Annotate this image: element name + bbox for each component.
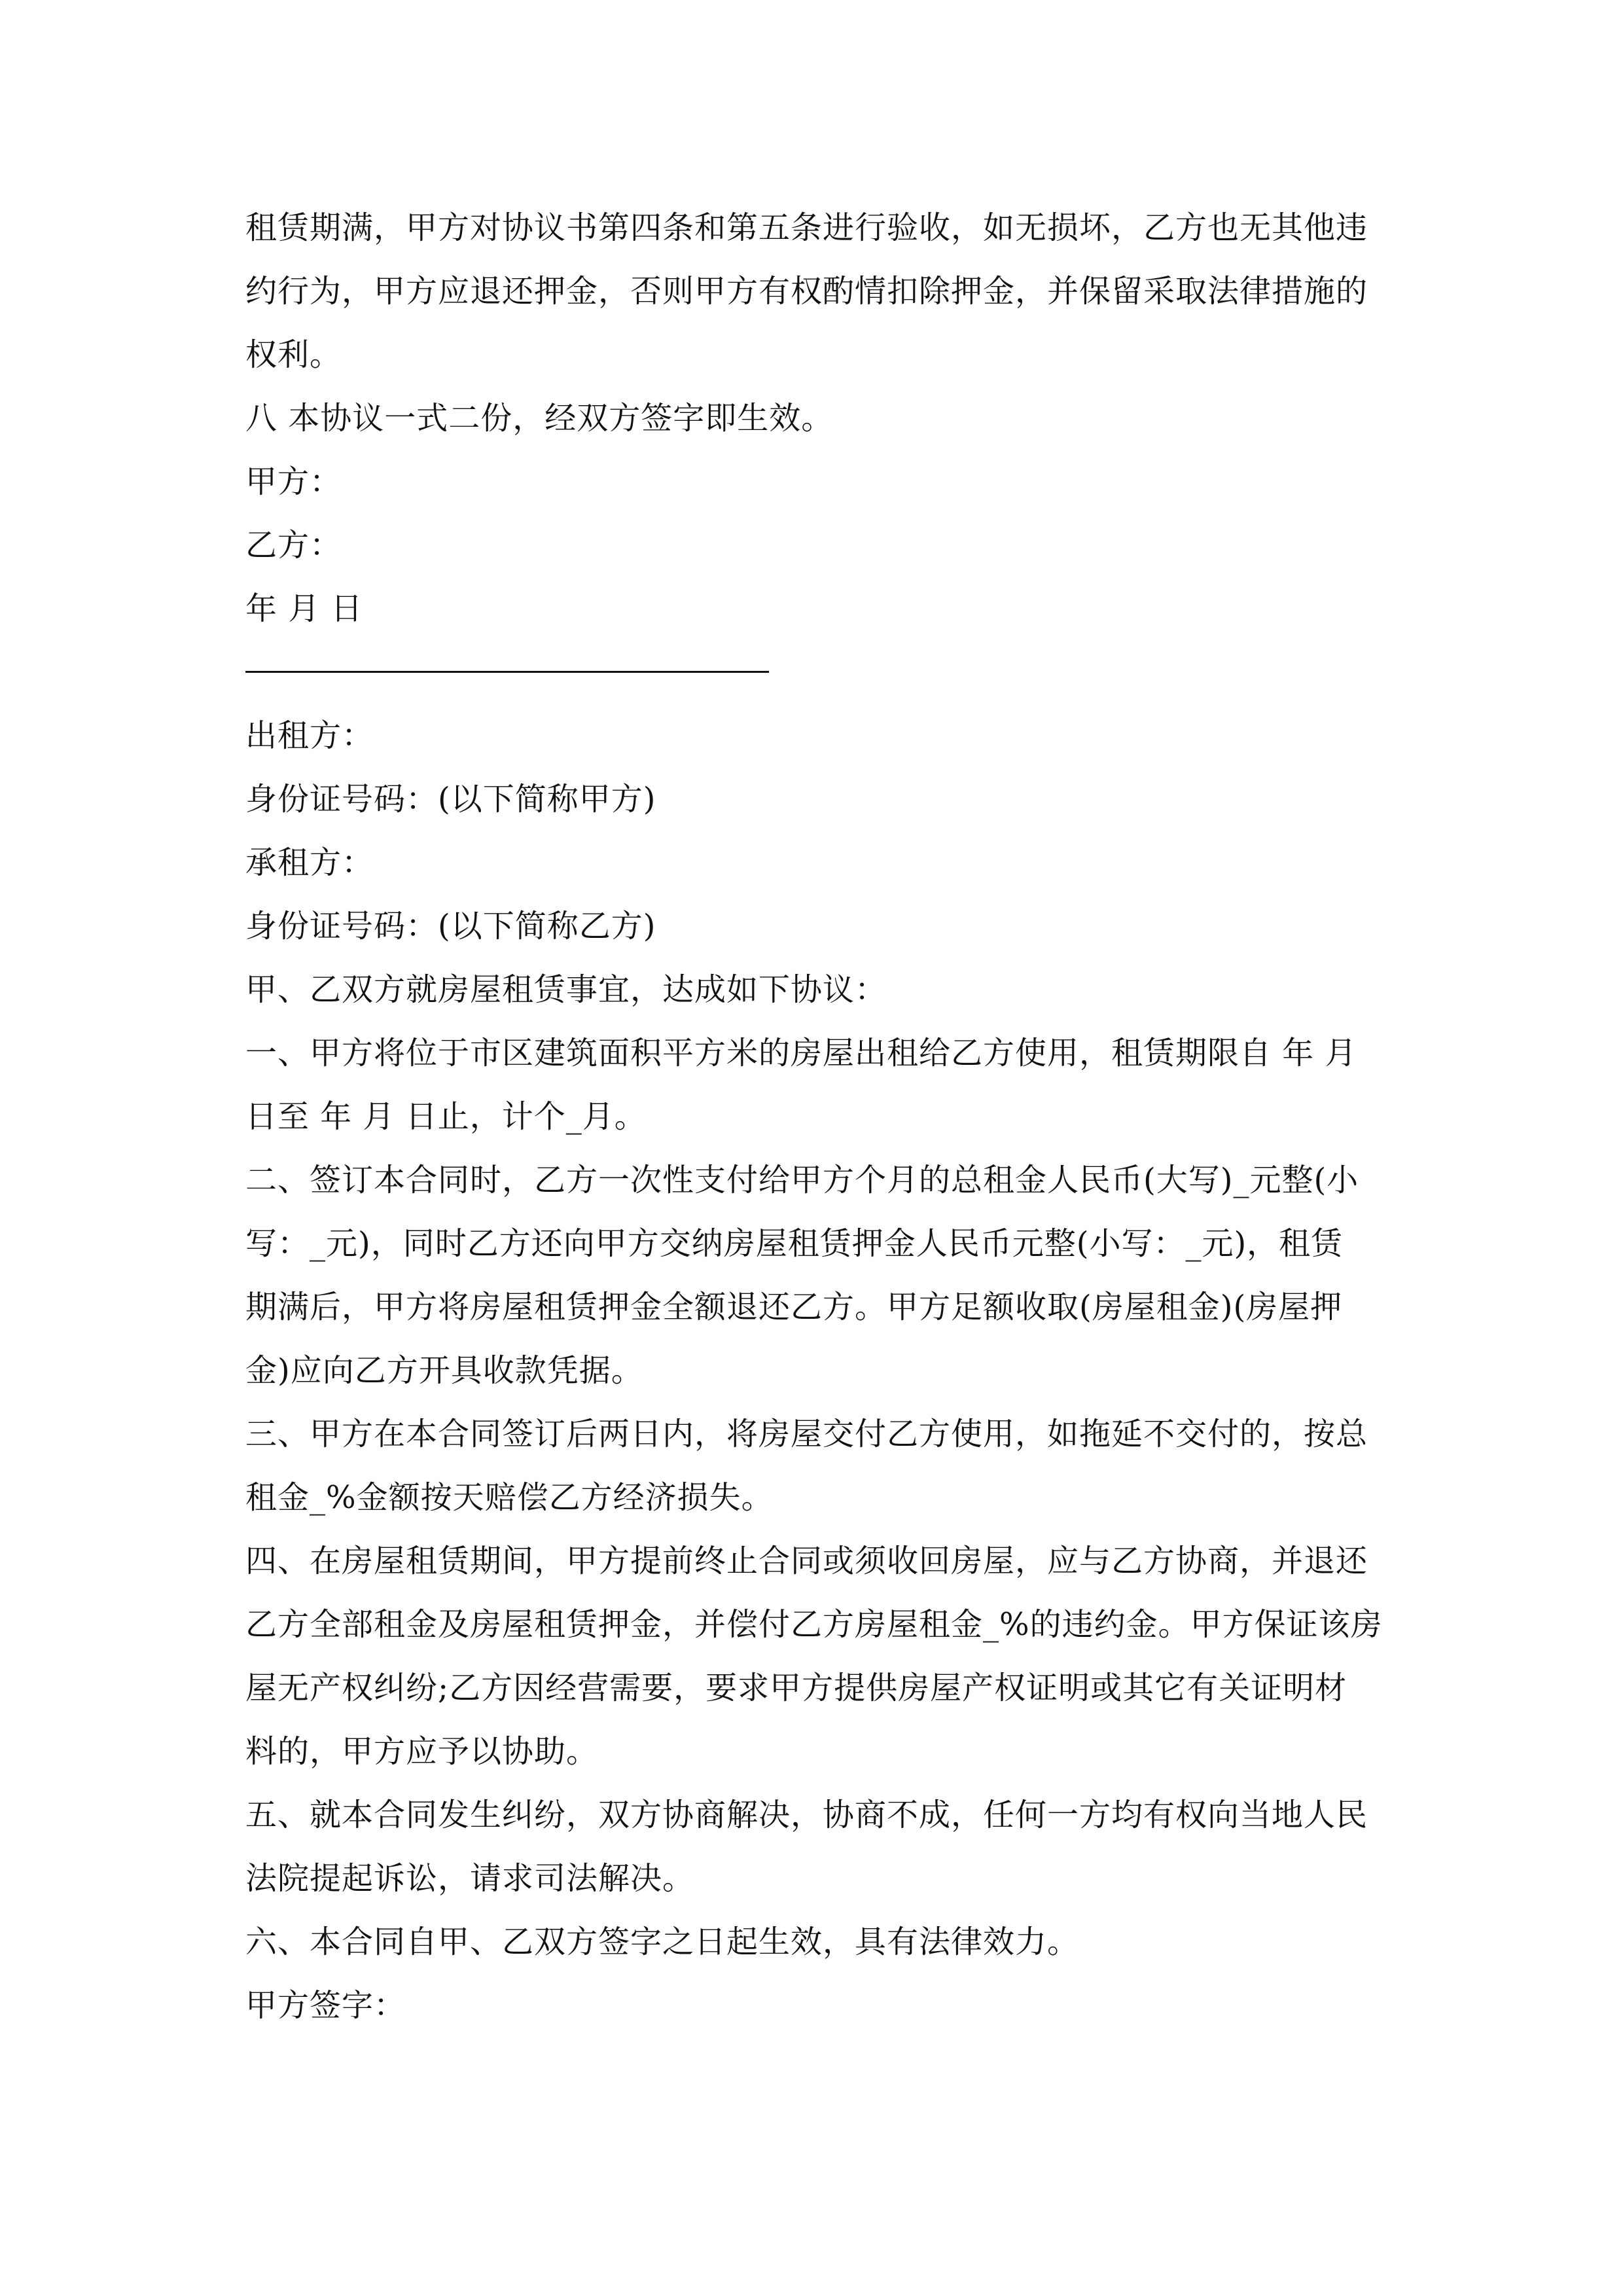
clause-text-line: 租赁期满，甲方对协议书第四条和第五条进行验收，如无损坏，乙方也无其他违 (245, 209, 1368, 246)
clause-one-line: 日至 年 月 日止，计个_月。 (245, 1098, 647, 1135)
clause-four-line: 四、在房屋租赁期间，甲方提前终止合同或须收回房屋，应与乙方协商，并退还 (245, 1543, 1368, 1579)
clause-text-line: 权利。 (245, 336, 342, 373)
lessee-id-label: 身份证号码：(以下简称乙方) (245, 908, 656, 944)
clause-three-line: 三、甲方在本合同签订后两日内，将房屋交付乙方使用，如拖延不交付的，按总 (245, 1416, 1368, 1452)
clause-four-line: 料的，甲方应予以协助。 (245, 1733, 599, 1770)
party-a-signature-label: 甲方签字： (245, 1987, 406, 2024)
clause-text-line: 约行为，甲方应退还押金，否则甲方有权酌情扣除押金，并保留采取法律措施的 (245, 273, 1368, 310)
document-page (245, 196, 1384, 2037)
agreement-intro: 甲、乙双方就房屋租赁事宜，达成如下协议： (245, 971, 887, 1008)
clause-six-line: 六、本合同自甲、乙双方签字之日起生效，具有法律效力。 (245, 1924, 1080, 1960)
clause-one-line: 一、甲方将位于市区建筑面积平方米的房屋出租给乙方使用，租赁期限自 年 月 (245, 1035, 1357, 1071)
lessee-label: 承租方： (245, 844, 374, 881)
clause-four-line: 乙方全部租金及房屋租赁押金，并偿付乙方房屋租金_%的违约金。甲方保证该房 (245, 1606, 1383, 1643)
clause-two-line: 期满后，甲方将房屋租赁押金全额退还乙方。甲方足额收取(房屋租金)(房屋押 (245, 1289, 1343, 1325)
party-a-label: 甲方： (245, 463, 342, 500)
lessor-id-label: 身份证号码：(以下简称甲方) (245, 781, 656, 817)
clause-four-line: 屋无产权纠纷;乙方因经营需要，要求甲方提供房屋产权证明或其它有关证明材 (245, 1670, 1347, 1706)
clause-three-line: 租金_%金额按天赔偿乙方经济损失。 (245, 1479, 774, 1516)
date-line: 年 月 日 (245, 590, 363, 627)
clause-two-line: 二、签订本合同时，乙方一次性支付给甲方个月的总租金人民币(大写)_元整(小 (245, 1162, 1359, 1198)
clause-eight: 八 本协议一式二份，经双方签字即生效。 (245, 400, 834, 437)
clause-five-line: 法院提起诉讼，请求司法解决。 (245, 1860, 695, 1897)
party-b-label: 乙方： (245, 527, 342, 564)
section-divider (245, 641, 1384, 704)
divider-rule (245, 671, 769, 673)
clause-five-line: 五、就本合同发生纠纷，双方协商解决，协商不成，任何一方均有权向当地人民 (245, 1797, 1368, 1833)
lessor-label: 出租方： (245, 717, 374, 754)
clause-two-line: 写：_元)，同时乙方还向甲方交纳房屋租赁押金人民币元整(小写：_元)，租赁 (245, 1225, 1344, 1262)
clause-two-line: 金)应向乙方开具收款凭据。 (245, 1352, 643, 1389)
